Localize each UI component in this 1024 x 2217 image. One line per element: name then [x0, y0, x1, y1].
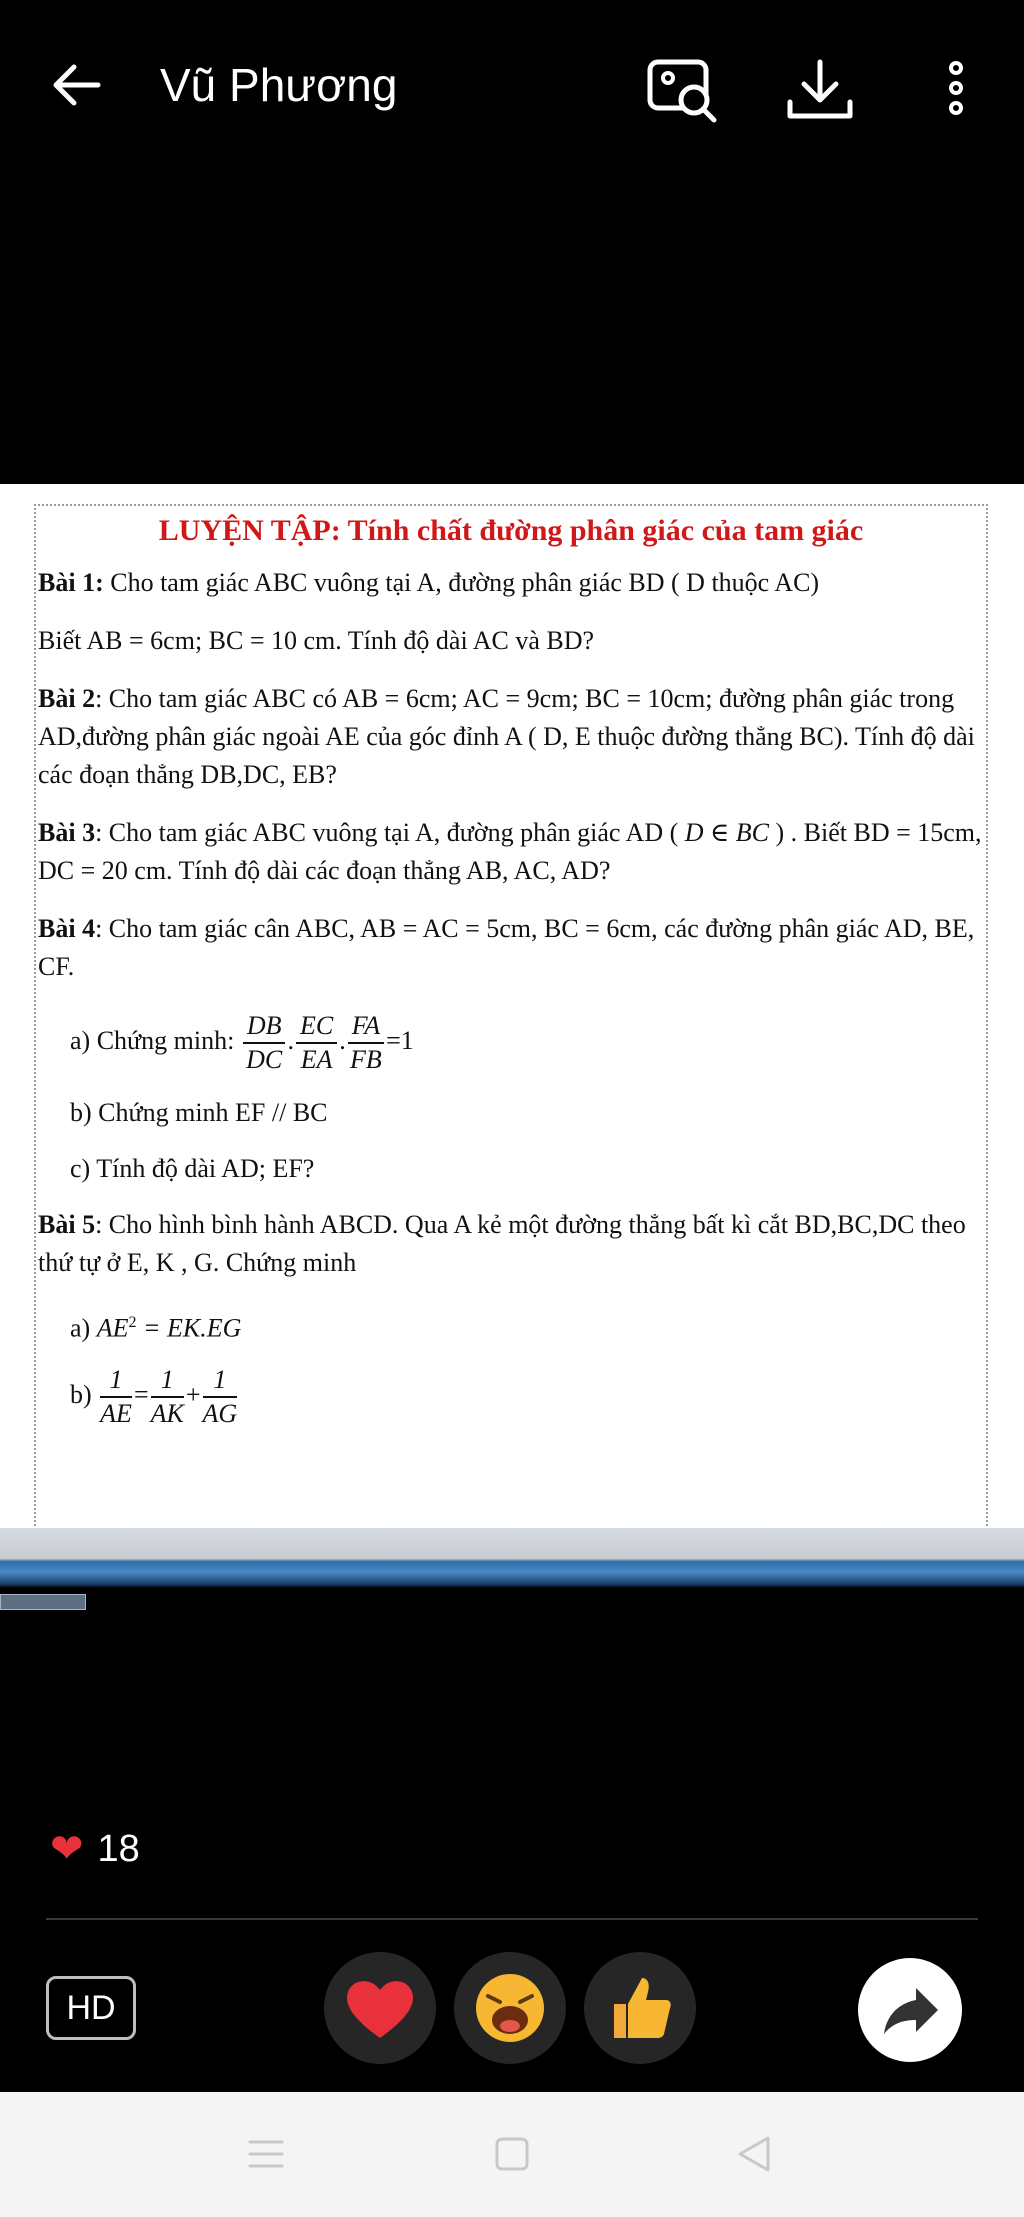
thumbs-up-reaction-icon — [600, 1968, 680, 2048]
operator: + — [185, 1379, 201, 1409]
share-icon — [858, 1958, 962, 2062]
exercise-5-a-sup: 2 — [128, 1314, 137, 1331]
fraction — [243, 1010, 286, 1076]
download-icon[interactable] — [780, 52, 860, 132]
fraction — [296, 1010, 337, 1076]
fraction-numerator: DB — [243, 1010, 286, 1044]
laugh-reaction-button[interactable] — [454, 1952, 566, 2064]
exercise-5-a-math: AE — [96, 1313, 129, 1343]
system-nav-bar — [0, 2092, 1024, 2217]
fraction-numerator: 1 — [203, 1364, 238, 1398]
share-button[interactable] — [858, 1958, 962, 2062]
document-image[interactable] — [0, 484, 1024, 1528]
like-count-value: 18 — [97, 1827, 140, 1870]
exercise-4-a: a) Chứng minh: $\frac{DB}{DC}$ . $\frac{EC}{EA}$ . $\frac{FA}{FB}$ =1 — [70, 1011, 414, 1074]
exercise-5-b-label: b) — [70, 1379, 99, 1409]
image-search-icon[interactable] — [644, 52, 724, 132]
exercise-4-b: b) Chứng minh EF // BC — [70, 1098, 328, 1127]
page-title: Vũ Phương — [160, 59, 398, 111]
arrow-left-icon[interactable] — [48, 55, 108, 115]
hd-button[interactable]: HD — [46, 1976, 136, 2040]
document-title: LUYỆN TẬP: Tính chất đường phân giác của tam giác — [158, 514, 864, 547]
divider — [46, 1918, 978, 1920]
fraction-numerator: FA — [348, 1010, 384, 1044]
fraction-denominator: AG — [202, 1398, 238, 1428]
fraction-numerator: 1 — [100, 1364, 132, 1398]
fraction-numerator: EC — [296, 1010, 337, 1044]
fraction — [100, 1364, 132, 1430]
exercise-3-text-a: : Cho tam giác ABC vuông tại A, đường phân giác AD ( — [95, 818, 685, 847]
exercise-3 — [36, 814, 986, 890]
exercise-4-a-label: a) Chứng minh: — [70, 1025, 241, 1055]
exercise-4-c: c) Tính độ dài AD; EF? — [70, 1154, 315, 1183]
fraction-denominator: EA — [300, 1045, 333, 1074]
fraction — [348, 1010, 384, 1076]
exercise-4-a-tail: =1 — [386, 1025, 414, 1055]
exercise-5-a-math-2: = EK.EG — [136, 1313, 242, 1343]
fraction-numerator: 1 — [151, 1364, 184, 1398]
exercise-4-label: Bài 4 — [38, 914, 96, 943]
exercise-4 — [36, 910, 986, 986]
exercise-5-a — [70, 1304, 986, 1348]
fraction-denominator: AE — [100, 1398, 132, 1428]
heart-icon: ❤ — [50, 1827, 84, 1871]
exercise-2-label: Bài 2 — [38, 684, 96, 713]
thumbs-up-reaction-button[interactable] — [584, 1952, 696, 2064]
exercise-3-math: D ∈ BC — [684, 818, 769, 847]
scrollbar-thumb — [0, 1594, 86, 1610]
exercise-1 — [36, 564, 986, 602]
laugh-reaction-icon — [470, 1968, 550, 2048]
document-scrollbar — [0, 1528, 1024, 1608]
like-count — [50, 1826, 140, 1872]
back-triangle-icon[interactable] — [734, 2134, 774, 2174]
fraction-denominator: AK — [150, 1398, 184, 1428]
menu-icon[interactable] — [246, 2136, 286, 2172]
more-vertical-icon[interactable] — [916, 52, 996, 132]
operator: = — [133, 1379, 149, 1409]
exercise-3-label: Bài 3 — [38, 818, 96, 847]
exercise-2-text: : Cho tam giác ABC có AB = 6cm; AC = 9cm; BC = 10cm; đường phân giác trong AD,đường phân giác ngoài AE của góc đỉnh A ( D, E thuộc đường thẳng BC). Tính độ dài các đoạn thẳng DB,DC, EB? — [38, 684, 975, 789]
fraction-denominator: DC — [246, 1045, 283, 1074]
exercise-5-label: Bài 5 — [38, 1210, 96, 1239]
exercise-4-text: : Cho tam giác cân ABC, AB = AC = 5cm, BC = 6cm, các đường phân giác AD, BE, CF. — [38, 914, 975, 981]
document-frame — [34, 504, 988, 1530]
exercise-1-label: Bài 1: — [38, 568, 104, 597]
exercise-2 — [36, 680, 986, 794]
exercise-5-b — [70, 1364, 986, 1430]
heart-reaction-icon — [340, 1968, 420, 2048]
exercise-1-line2: Biết AB = 6cm; BC = 10 cm. Tính độ dài AC và BD? — [38, 626, 595, 655]
exercise-5 — [36, 1206, 986, 1282]
home-square-icon[interactable] — [494, 2136, 530, 2172]
fraction-denominator: FB — [350, 1045, 382, 1074]
heart-reaction-button[interactable] — [324, 1952, 436, 2064]
exercise-5-a-label: a) — [70, 1313, 97, 1343]
fraction — [151, 1364, 184, 1430]
exercise-1-text: Cho tam giác ABC vuông tại A, đường phân giác BD ( D thuộc AC) — [103, 568, 820, 597]
fraction — [203, 1364, 238, 1430]
exercise-5-text: : Cho hình bình hành ABCD. Qua A kẻ một đường thẳng bất kì cắt BD,BC,DC theo thứ tự ở E, K , G. Chứng minh — [38, 1210, 966, 1277]
exercise-3-text-b: ) . Biết BD = 15cm, DC = 20 cm. Tính độ dài các đoạn thẳng AB, AC, AD? — [38, 818, 982, 885]
top-bar — [0, 0, 1024, 175]
